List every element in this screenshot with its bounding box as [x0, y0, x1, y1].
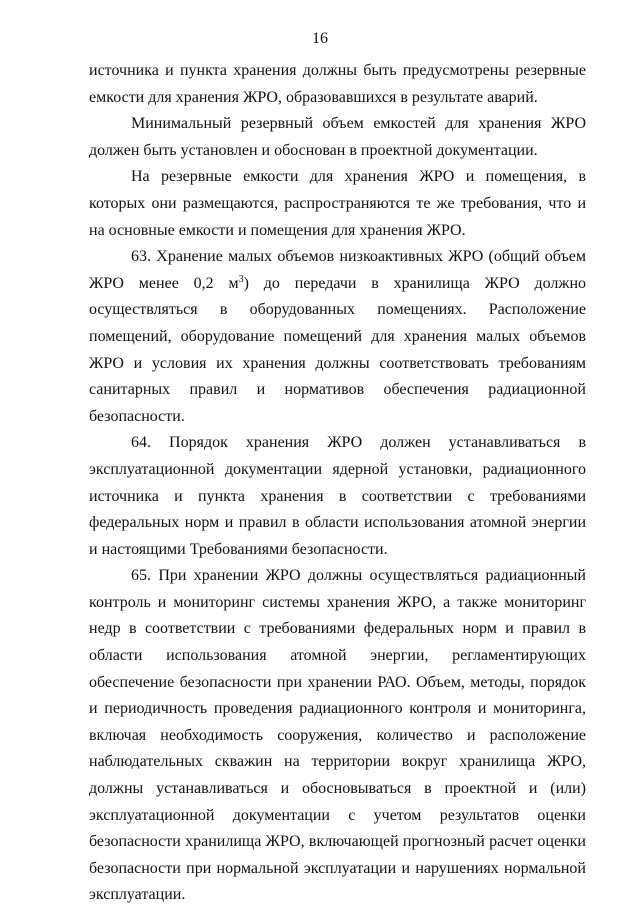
paragraph-reserve-tanks-requirements: На резервные емкости для хранения ЖРО и помещения, в которых они размещаются, распространяются те же требования, что и на основные емкости и помещения для хранения ЖРО. [89, 168, 586, 239]
document-body [89, 58, 586, 909]
paragraph-continuation: источника и пункта хранения должны быть предусмотрены резервные емкости для хранения ЖРО, образовавшихся в результате аварий. [89, 62, 586, 106]
paragraph-minimal-reserve-volume: Минимальный резервный объем емкостей для хранения ЖРО должен быть установлен и обоснован в проектной документации. [89, 115, 586, 159]
paragraph-item-65: 65. При хранении ЖРО должны осуществляться радиационный контроль и мониторинг системы хранения ЖРО, а также мониторинг недр в соответствии с требованиями федеральных норм и правил в области использования атомной энергии, регламентирующих обеспечение безопасности при хранении РАО. Объем, методы, порядок и периодичность проведения радиационного контроля и мониторинга, включая необходимость сооружения, количество и расположение наблюдательных скважин на территории вокруг хранилища ЖРО, должны устанавливаться и обосновываться в проектной и (или) эксплуатационной документации с учетом результатов оценки безопасности хранилища ЖРО, включающей прогнозный расчет оценки безопасности при нормальной эксплуатации и нарушениях нормальной эксплуатации. [89, 567, 586, 904]
page-number: 16 [312, 30, 328, 47]
item-63-text-before: 63. Хранение малых объемов низкоактивных ЖРО (общий объем ЖРО менее 0,2 м [89, 248, 586, 292]
paragraph-item-64: 64. Порядок хранения ЖРО должен устанавливаться в эксплуатационной документации ядерной установки, радиационного источника и пункта хранения в соответствии с требованиями федеральных норм и правил в области использования атомной энергии и настоящими Требованиями безопасности. [89, 434, 586, 558]
item-63-text-after: ) до передачи в хранилища ЖРО должно осуществляться в оборудованных помещениях. Расположение помещений, оборудование помещений для хранения малых объемов ЖРО и условия их хранения должны соответствовать требованиям санитарных правил и нормативов обеспечения радиационной безопасности. [89, 274, 587, 425]
paragraph-item-63 [89, 244, 586, 430]
cubic-superscript: 3 [238, 273, 244, 285]
